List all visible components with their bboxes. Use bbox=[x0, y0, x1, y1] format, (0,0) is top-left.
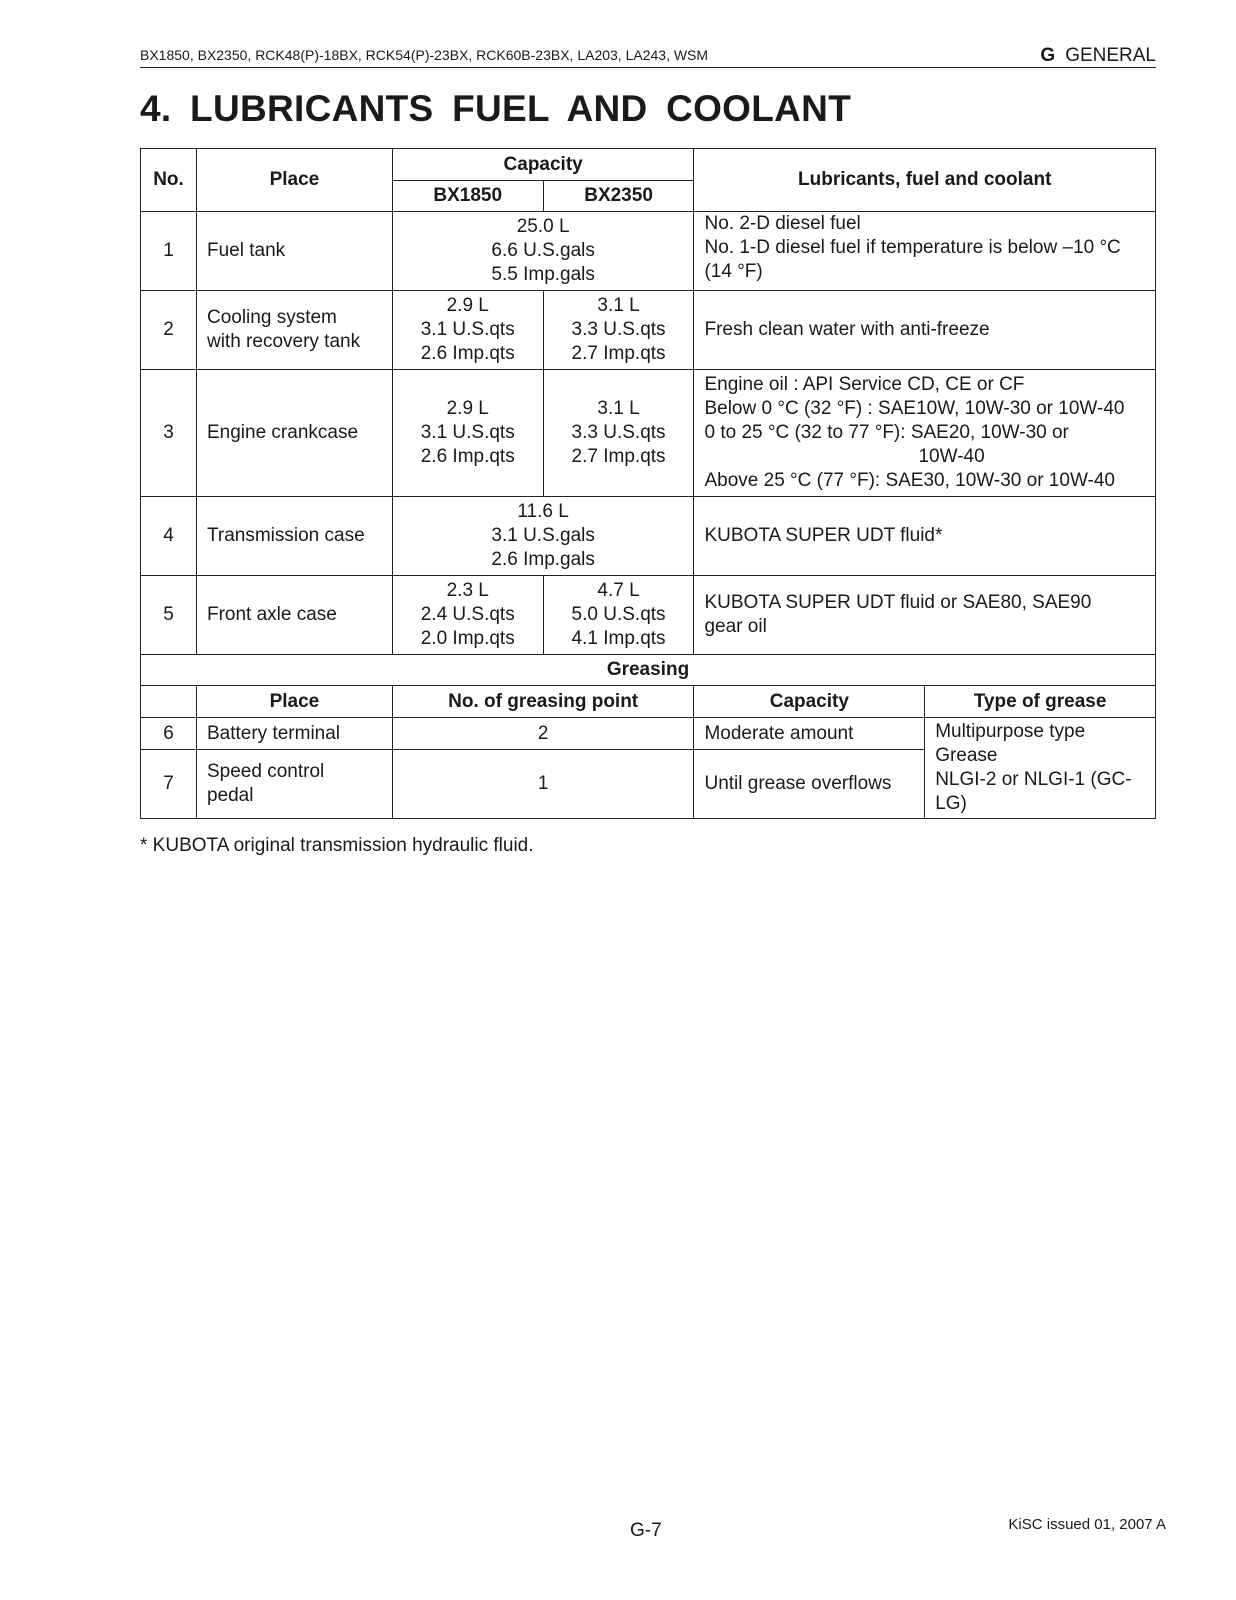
row-place: Transmission case bbox=[196, 497, 392, 576]
page-number: G-7 bbox=[630, 1520, 662, 1541]
row-no: 6 bbox=[141, 718, 197, 750]
row-points: 2 bbox=[392, 718, 694, 750]
row-capacity-b: 4.7 L 5.0 U.S.qts 4.1 Imp.qts bbox=[543, 576, 694, 655]
row-place: Front axle case bbox=[196, 576, 392, 655]
table-row bbox=[141, 497, 1156, 576]
header-place: Place bbox=[196, 149, 392, 212]
row-no: 2 bbox=[141, 291, 197, 370]
row-lubricant bbox=[694, 370, 1156, 497]
header-model-a: BX1850 bbox=[392, 181, 543, 212]
table-row bbox=[141, 370, 1156, 497]
lubricant-line: Below 0 °C (32 °F) : SAE10W, 10W-30 or 10W-40 bbox=[704, 398, 1125, 419]
row-no: 3 bbox=[141, 370, 197, 497]
row-no: 7 bbox=[141, 750, 197, 819]
header-model-b: BX2350 bbox=[543, 181, 694, 212]
header-lubricants: Lubricants, fuel and coolant bbox=[694, 149, 1156, 212]
row-lubricant: KUBOTA SUPER UDT fluid or SAE80, SAE90 gear oil bbox=[694, 576, 1156, 655]
row-capacity: 11.6 L 3.1 U.S.gals 2.6 Imp.gals bbox=[392, 497, 694, 576]
table-row bbox=[141, 576, 1156, 655]
header-models: BX1850, BX2350, RCK48(P)-18BX, RCK54(P)-23BX, RCK60B-23BX, LA203, LA243, WSM bbox=[140, 47, 709, 63]
row-place: Cooling system with recovery tank bbox=[196, 291, 392, 370]
issued-note: KiSC issued 01, 2007 A bbox=[1008, 1516, 1166, 1533]
table-row bbox=[141, 212, 1156, 291]
row-capacity-b: 3.1 L 3.3 U.S.qts 2.7 Imp.qts bbox=[543, 370, 694, 497]
header-no: No. bbox=[141, 149, 197, 212]
greasing-header-points: No. of greasing point bbox=[392, 686, 694, 718]
header-rule bbox=[140, 67, 1156, 68]
lubricant-line: Above 25 °C (77 °F): SAE30, 10W-30 or 10W-40 bbox=[704, 470, 1115, 491]
lubricant-line: 10W-40 bbox=[918, 446, 985, 467]
footnote: * KUBOTA original transmission hydraulic fluid. bbox=[140, 835, 534, 856]
row-grease-capacity: Until grease overflows bbox=[694, 750, 925, 819]
row-place: Engine crankcase bbox=[196, 370, 392, 497]
section-name: GENERAL bbox=[1065, 45, 1156, 66]
header-capacity: Capacity bbox=[392, 149, 694, 181]
table-row bbox=[141, 718, 1156, 750]
greasing-title-row bbox=[141, 655, 1156, 686]
greasing-header-type: Type of grease bbox=[925, 686, 1156, 718]
row-points: 1 bbox=[392, 750, 694, 819]
table-header-row bbox=[141, 149, 1156, 181]
row-lubricant: Fresh clean water with anti-freeze bbox=[694, 291, 1156, 370]
table-row bbox=[141, 291, 1156, 370]
row-lubricant: No. 2-D diesel fuel No. 1-D diesel fuel if temperature is below –10 °C (14 °F) bbox=[694, 212, 1156, 291]
greasing-header-no bbox=[141, 686, 197, 718]
lubricant-line: Engine oil : API Service CD, CE or CF bbox=[704, 374, 1025, 395]
row-grease-capacity: Moderate amount bbox=[694, 718, 925, 750]
row-no: 5 bbox=[141, 576, 197, 655]
row-lubricant: KUBOTA SUPER UDT fluid* bbox=[694, 497, 1156, 576]
row-capacity-a: 2.3 L 2.4 U.S.qts 2.0 Imp.qts bbox=[392, 576, 543, 655]
page-title: 4. LUBRICANTS FUEL AND COOLANT bbox=[140, 88, 852, 129]
lubricant-line: 0 to 25 °C (32 to 77 °F): SAE20, 10W-30 or bbox=[704, 422, 1069, 443]
section-letter: G bbox=[1040, 45, 1056, 66]
header-section bbox=[1040, 45, 1156, 67]
grease-type: Multipurpose type Grease NLGI-2 or NLGI-1 (GC- LG) bbox=[925, 718, 1156, 819]
row-capacity-a: 2.9 L 3.1 U.S.qts 2.6 Imp.qts bbox=[392, 291, 543, 370]
greasing-header-place: Place bbox=[196, 686, 392, 718]
row-place: Fuel tank bbox=[196, 212, 392, 291]
row-place: Battery terminal bbox=[196, 718, 392, 750]
greasing-header-capacity: Capacity bbox=[694, 686, 925, 718]
greasing-title: Greasing bbox=[141, 655, 1156, 686]
row-capacity-a: 2.9 L 3.1 U.S.qts 2.6 Imp.qts bbox=[392, 370, 543, 497]
row-place: Speed control pedal bbox=[196, 750, 392, 819]
row-capacity-b: 3.1 L 3.3 U.S.qts 2.7 Imp.qts bbox=[543, 291, 694, 370]
row-no: 4 bbox=[141, 497, 197, 576]
row-no: 1 bbox=[141, 212, 197, 291]
lubricants-table bbox=[140, 148, 1156, 819]
row-capacity: 25.0 L 6.6 U.S.gals 5.5 Imp.gals bbox=[392, 212, 694, 291]
greasing-header-row bbox=[141, 686, 1156, 718]
